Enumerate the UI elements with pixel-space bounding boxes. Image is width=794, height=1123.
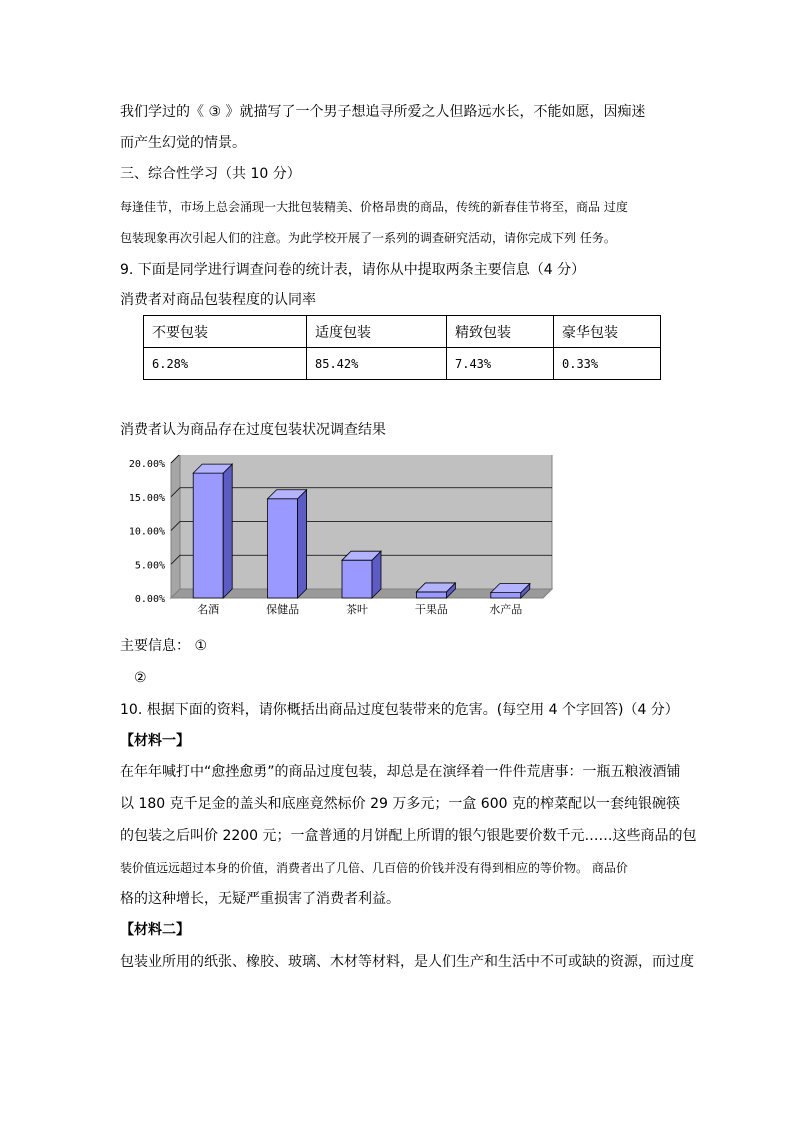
table-cell: 6.28% <box>144 348 307 380</box>
y-tick-label: 10.00% <box>128 526 165 538</box>
y-tick-label: 0.00% <box>134 594 165 605</box>
intro-line-1: 每逢佳节，市场上总会涌现一大批包装精美、价格昂贵的商品，传统的新春佳节将至，商品 过度 <box>120 200 628 214</box>
table-header-cell: 适度包装 <box>307 316 447 348</box>
section-heading: 三、综合性学习（共 10 分） <box>120 166 301 182</box>
material-2-line-1: 包装业所用的纸张、橡胶、玻璃、木材等材料，是人们生产和生活中不可或缺的资源，而过度 <box>120 954 694 970</box>
bar-front <box>193 473 223 598</box>
table-header-cell: 豪华包装 <box>554 316 661 348</box>
x-tick-label: 干果品 <box>414 603 448 616</box>
x-tick-label: 名酒 <box>197 603 220 616</box>
material-1-line-4: 装价值远远超过本身的价值，消费者出了几倍、几百倍的价钱并没有得到相应的等价物。 商品价 <box>120 861 628 875</box>
table-cell: 85.42% <box>307 348 447 380</box>
table-row <box>144 348 661 380</box>
y-tick-label: 5.00% <box>134 560 165 572</box>
intro-line-2: 包装现象再次引起人们的注意。为此学校开展了一系列的调查研究活动，请你完成下列 任务。 <box>120 231 616 245</box>
material-2-heading: 【材料二】 <box>120 922 190 938</box>
bar-side <box>223 464 232 598</box>
y-tick-label: 15.00% <box>128 492 165 504</box>
lit-question-line-1: 我们学过的《 ③ 》就描写了一个男子想追寻所爱之人但路远水长，不能如愿，因痴迷 <box>120 104 646 120</box>
y-tick-label: 20.00% <box>128 459 165 470</box>
x-tick-label: 水产品 <box>489 603 523 616</box>
bar-side <box>298 490 307 598</box>
material-1-line-3: 的包装之后叫价 2200 元；一盒普通的月饼配上所谓的银勺银匙要价数千元……这些商品的包 <box>120 828 697 844</box>
survey-table <box>143 315 661 380</box>
table-header-row <box>144 316 661 348</box>
bar-front <box>342 560 372 598</box>
bar-front <box>491 593 521 598</box>
question-9: 9. 下面是同学进行调查问卷的统计表，请你从中提取两条主要信息（4 分） <box>120 262 586 278</box>
material-1-line-2: 以 180 克千足金的盖头和底座竟然标价 29 万多元；一盒 600 克的榨菜配以一套纯银碗筷 <box>120 796 680 812</box>
material-1-line-5: 格的这种增长，无疑严重损害了消费者利益。 <box>120 891 400 907</box>
bar-front <box>268 499 298 598</box>
question-10: 10. 根据下面的资料，请你概括出商品过度包装带来的危害。(每空用 4 个字回答)（4 分） <box>120 702 679 718</box>
table-header-cell: 不要包装 <box>144 316 307 348</box>
lit-question-line-2: 而产生幻觉的情景。 <box>120 135 246 151</box>
material-1-line-1: 在年年喊打中“愈挫愈勇”的商品过度包装，却总是在演绎着一件件荒唐事：一瓶五粮液酒铺 <box>120 764 681 780</box>
x-tick-label: 保健品 <box>266 603 300 616</box>
table-cell: 7.43% <box>447 348 554 380</box>
material-1-heading: 【材料一】 <box>120 733 190 749</box>
bar-front <box>416 592 446 598</box>
main-info-label: 主要信息： ① <box>120 638 208 654</box>
table-header-cell: 精致包装 <box>447 316 554 348</box>
table-title: 消费者对商品包装程度的认同率 <box>120 292 316 308</box>
x-tick-label: 茶叶 <box>346 603 368 616</box>
main-info-item-2: ② <box>134 670 147 686</box>
table-cell: 0.33% <box>554 348 661 380</box>
chart-title: 消费者认为商品存在过度包装状况调查结果 <box>120 422 386 438</box>
bar-chart <box>114 455 564 620</box>
